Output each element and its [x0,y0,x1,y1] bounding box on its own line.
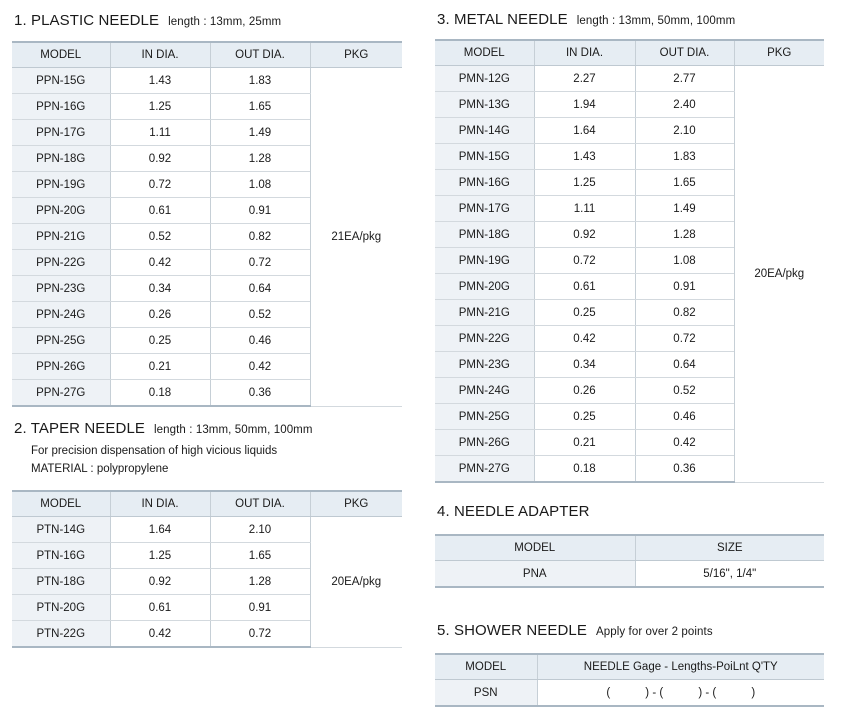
model-cell: PMN-13G [435,92,534,118]
out-dia-cell: 2.40 [635,92,734,118]
out-dia-cell: 0.52 [635,378,734,404]
header-in-dia: IN DIA. [534,40,635,66]
shower-needle-header [435,654,824,680]
model-cell: PMN-26G [435,430,534,456]
model-cell: PMN-27G [435,456,534,483]
metal-needle-body [435,66,824,483]
out-dia-cell: 0.91 [210,595,310,621]
in-dia-cell: 0.42 [534,326,635,352]
model-cell: PMN-15G [435,144,534,170]
in-dia-cell: 2.27 [534,66,635,92]
in-dia-cell: 0.42 [110,250,210,276]
out-dia-cell: 1.65 [210,543,310,569]
header-gage-spec: NEEDLE Gage - Lengths-PoiLnt Q'TY [537,654,824,680]
taper-needle-heading: 2. TAPER NEEDLE [14,420,145,437]
out-dia-cell: 2.77 [635,66,734,92]
model-cell: PTN-16G [12,543,110,569]
plastic-needle-heading: 1. PLASTIC NEEDLE [14,12,160,29]
plastic-needle-length: length : 13mm, 25mm [168,16,282,28]
taper-needle-title [14,420,313,438]
taper-needle-body [12,517,402,648]
out-dia-cell: 0.72 [210,250,310,276]
model-cell: PMN-25G [435,404,534,430]
shower-needle-body [435,680,824,707]
in-dia-cell: 1.25 [110,94,210,120]
table-row [12,68,402,94]
model-cell: PPN-25G [12,328,110,354]
in-dia-cell: 0.25 [534,300,635,326]
model-cell: PNA [435,561,635,588]
out-dia-cell: 0.72 [210,621,310,648]
size-cell: 5/16", 1/4" [635,561,824,588]
model-cell: PMN-14G [435,118,534,144]
in-dia-cell: 0.26 [534,378,635,404]
header-out-dia: OUT DIA. [635,40,734,66]
model-cell: PTN-14G [12,517,110,543]
needle-adapter-table [435,534,824,588]
model-cell: PPN-23G [12,276,110,302]
plastic-needle-title [14,12,281,30]
model-cell: PTN-18G [12,569,110,595]
in-dia-cell: 1.64 [110,517,210,543]
out-dia-cell: 1.83 [210,68,310,94]
out-dia-cell: 1.08 [635,248,734,274]
out-dia-cell: 1.28 [635,222,734,248]
in-dia-cell: 0.25 [110,328,210,354]
table-row [435,66,824,92]
in-dia-cell: 0.18 [534,456,635,483]
in-dia-cell: 0.25 [534,404,635,430]
in-dia-cell: 1.43 [534,144,635,170]
model-cell: PMN-24G [435,378,534,404]
model-cell: PPN-26G [12,354,110,380]
plastic-needle-body [12,68,402,407]
model-cell: PMN-19G [435,248,534,274]
in-dia-cell: 1.11 [534,196,635,222]
plastic-needle-header [12,42,402,68]
out-dia-cell: 0.64 [210,276,310,302]
taper-needle-description: For precision dispensation of high vicious liquids [31,445,278,457]
out-dia-cell: 0.91 [210,198,310,224]
in-dia-cell: 0.18 [110,380,210,407]
shower-needle-title [437,622,713,640]
out-dia-cell: 1.65 [210,94,310,120]
model-cell: PMN-22G [435,326,534,352]
header-model: MODEL [435,535,635,561]
model-cell: PSN [435,680,537,707]
header-out-dia: OUT DIA. [210,491,310,517]
model-cell: PPN-19G [12,172,110,198]
shower-needle-table [435,653,824,707]
shower-needle-note: Apply for over 2 points [595,626,713,638]
header-size: SIZE [635,535,824,561]
header-in-dia: IN DIA. [110,491,210,517]
out-dia-cell: 0.46 [210,328,310,354]
out-dia-cell: 0.82 [635,300,734,326]
out-dia-cell: 1.08 [210,172,310,198]
in-dia-cell: 0.52 [110,224,210,250]
in-dia-cell: 0.92 [110,146,210,172]
in-dia-cell: 1.43 [110,68,210,94]
in-dia-cell: 0.21 [534,430,635,456]
header-model: MODEL [12,491,110,517]
out-dia-cell: 0.82 [210,224,310,250]
taper-needle-material: MATERIAL : polypropylene [31,463,169,475]
in-dia-cell: 1.25 [110,543,210,569]
table-row [435,561,824,588]
model-cell: PPN-24G [12,302,110,328]
pkg-cell: 20EA/pkg [310,517,402,648]
model-cell: PTN-22G [12,621,110,648]
header-model: MODEL [435,40,534,66]
header-pkg: PKG [310,491,402,517]
model-cell: PPN-17G [12,120,110,146]
taper-needle-length: length : 13mm, 50mm, 100mm [154,424,313,436]
model-cell: PPN-18G [12,146,110,172]
model-cell: PPN-16G [12,94,110,120]
metal-needle-heading: 3. METAL NEEDLE [437,11,568,28]
out-dia-cell: 1.28 [210,146,310,172]
out-dia-cell: 0.72 [635,326,734,352]
out-dia-cell: 0.64 [635,352,734,378]
header-in-dia: IN DIA. [110,42,210,68]
taper-needle-header [12,491,402,517]
header-pkg: PKG [734,40,824,66]
out-dia-cell: 1.49 [635,196,734,222]
in-dia-cell: 0.26 [110,302,210,328]
pkg-cell: 21EA/pkg [310,68,402,407]
needle-adapter-title [437,503,590,521]
out-dia-cell: 0.42 [635,430,734,456]
out-dia-cell: 1.49 [210,120,310,146]
out-dia-cell: 0.91 [635,274,734,300]
model-cell: PMN-12G [435,66,534,92]
model-cell: PMN-18G [435,222,534,248]
model-cell: PPN-15G [12,68,110,94]
model-cell: PTN-20G [12,595,110,621]
in-dia-cell: 0.72 [534,248,635,274]
table-row [435,680,824,707]
out-dia-cell: 1.28 [210,569,310,595]
in-dia-cell: 0.92 [110,569,210,595]
needle-adapter-body [435,561,824,588]
header-out-dia: OUT DIA. [210,42,310,68]
in-dia-cell: 0.61 [534,274,635,300]
model-cell: PPN-21G [12,224,110,250]
metal-needle-header [435,40,824,66]
in-dia-cell: 0.61 [110,595,210,621]
in-dia-cell: 1.64 [534,118,635,144]
in-dia-cell: 0.34 [110,276,210,302]
model-cell: PPN-20G [12,198,110,224]
metal-needle-title [437,11,735,29]
in-dia-cell: 0.21 [110,354,210,380]
model-cell: PMN-17G [435,196,534,222]
model-cell: PMN-20G [435,274,534,300]
model-cell: PMN-23G [435,352,534,378]
plastic-needle-table [12,41,402,407]
out-dia-cell: 0.36 [210,380,310,407]
in-dia-cell: 0.42 [110,621,210,648]
needle-adapter-header [435,535,824,561]
pkg-cell: 20EA/pkg [734,66,824,483]
in-dia-cell: 1.94 [534,92,635,118]
in-dia-cell: 1.25 [534,170,635,196]
header-model: MODEL [12,42,110,68]
out-dia-cell: 0.52 [210,302,310,328]
in-dia-cell: 1.11 [110,120,210,146]
taper-needle-table [12,490,402,648]
needle-adapter-heading: 4. NEEDLE ADAPTER [437,503,590,520]
in-dia-cell: 0.92 [534,222,635,248]
out-dia-cell: 2.10 [635,118,734,144]
model-cell: PPN-27G [12,380,110,407]
gage-spec-cell: ( ) - ( ) - ( ) [537,680,824,707]
out-dia-cell: 1.83 [635,144,734,170]
in-dia-cell: 0.72 [110,172,210,198]
table-row [12,517,402,543]
in-dia-cell: 0.61 [110,198,210,224]
out-dia-cell: 0.36 [635,456,734,483]
model-cell: PMN-16G [435,170,534,196]
out-dia-cell: 0.42 [210,354,310,380]
in-dia-cell: 0.34 [534,352,635,378]
shower-needle-heading: 5. SHOWER NEEDLE [437,622,587,639]
out-dia-cell: 2.10 [210,517,310,543]
metal-needle-table [435,39,824,483]
out-dia-cell: 0.46 [635,404,734,430]
header-pkg: PKG [310,42,402,68]
out-dia-cell: 1.65 [635,170,734,196]
header-model: MODEL [435,654,537,680]
model-cell: PPN-22G [12,250,110,276]
metal-needle-length: length : 13mm, 50mm, 100mm [576,15,736,27]
model-cell: PMN-21G [435,300,534,326]
